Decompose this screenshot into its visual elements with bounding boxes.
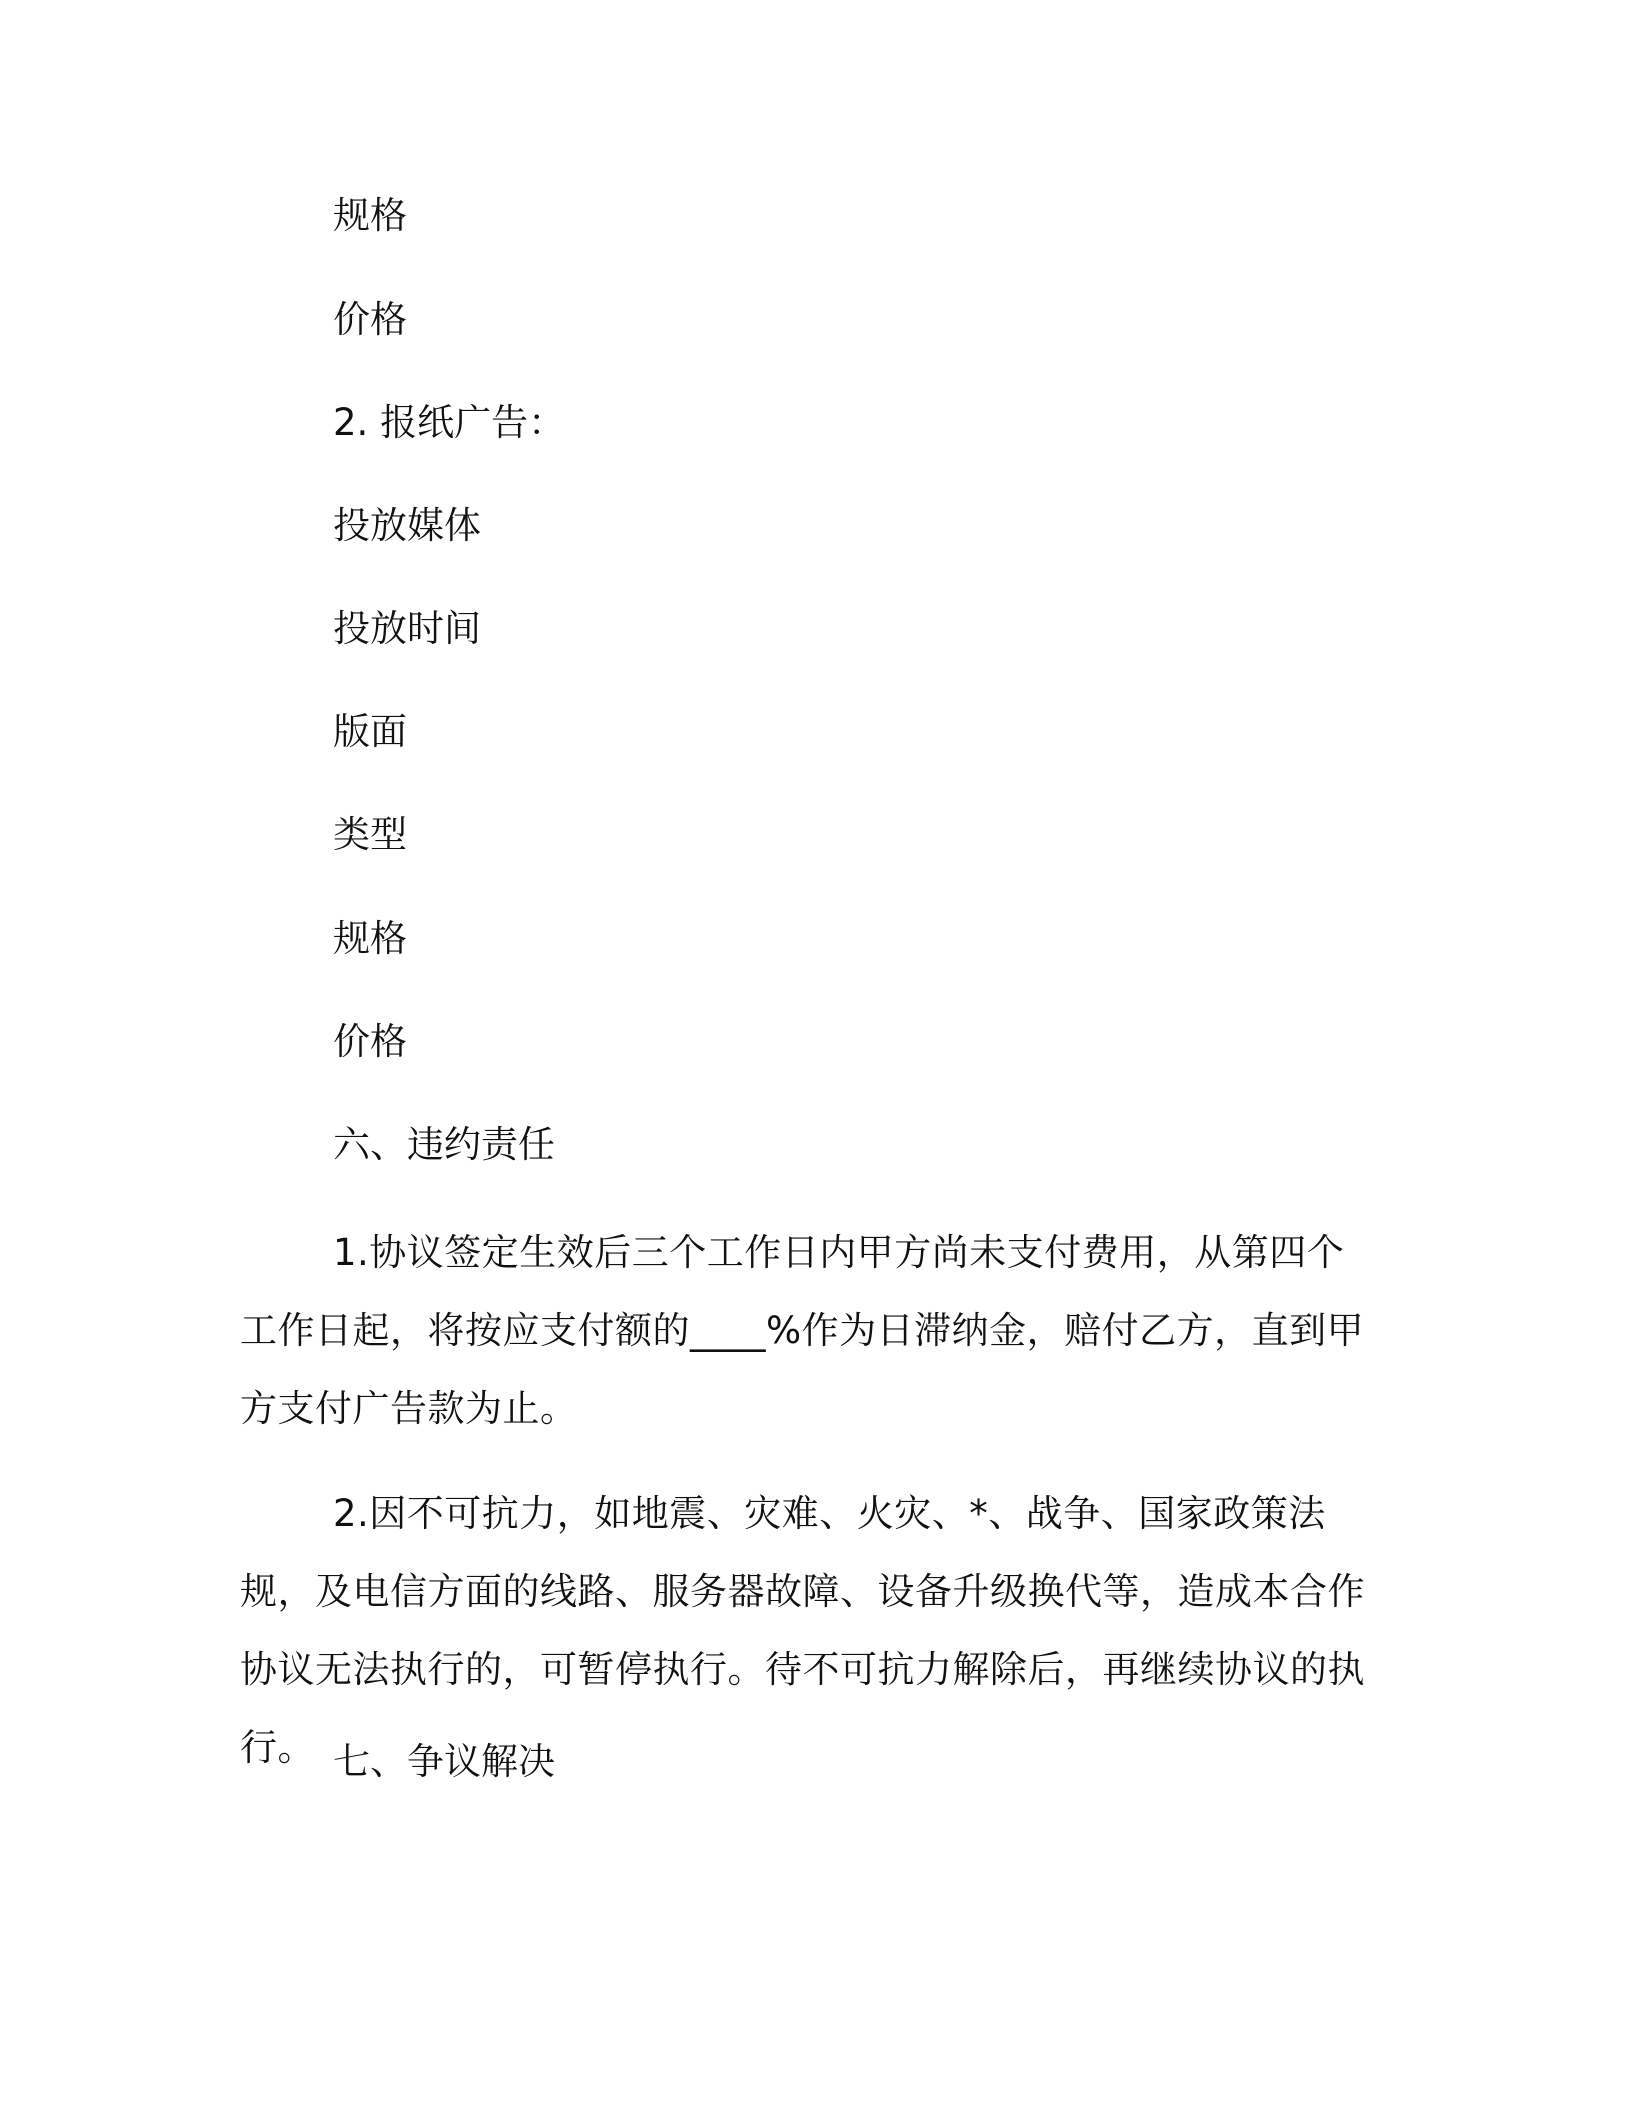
section-heading-dispute: 七、争议解决 [333,1740,555,1783]
field-label-media: 投放媒体 [333,504,481,547]
paragraph-late-payment: 1.协议签定生效后三个工作日内甲方尚未支付费用，从第四个工作日起，将按应支付额的____%作为日滞纳金，赔付乙方，直到甲方支付广告款为止。 [240,1231,1365,1430]
field-label-spec: 规格 [333,194,407,237]
field-label-price-2: 价格 [333,1020,407,1063]
field-label-price: 价格 [333,298,407,341]
field-label-type: 类型 [333,813,407,856]
field-label-time: 投放时间 [333,607,481,650]
field-label-spec-2: 规格 [333,917,407,960]
section-heading-breach: 六、违约责任 [333,1123,555,1166]
paragraph-force-majeure: 2.因不可抗力，如地震、灾难、火灾、*、战争、国家政策法规，及电信方面的线路、服务器故障、设备升级换代等，造成本合作协议无法执行的，可暂停执行。待不可抗力解除后，再继续协议的执行。 [240,1492,1365,1769]
subsection-heading-newspaper-ads: 2. 报纸广告： [333,401,566,444]
field-label-layout: 版面 [333,710,407,753]
